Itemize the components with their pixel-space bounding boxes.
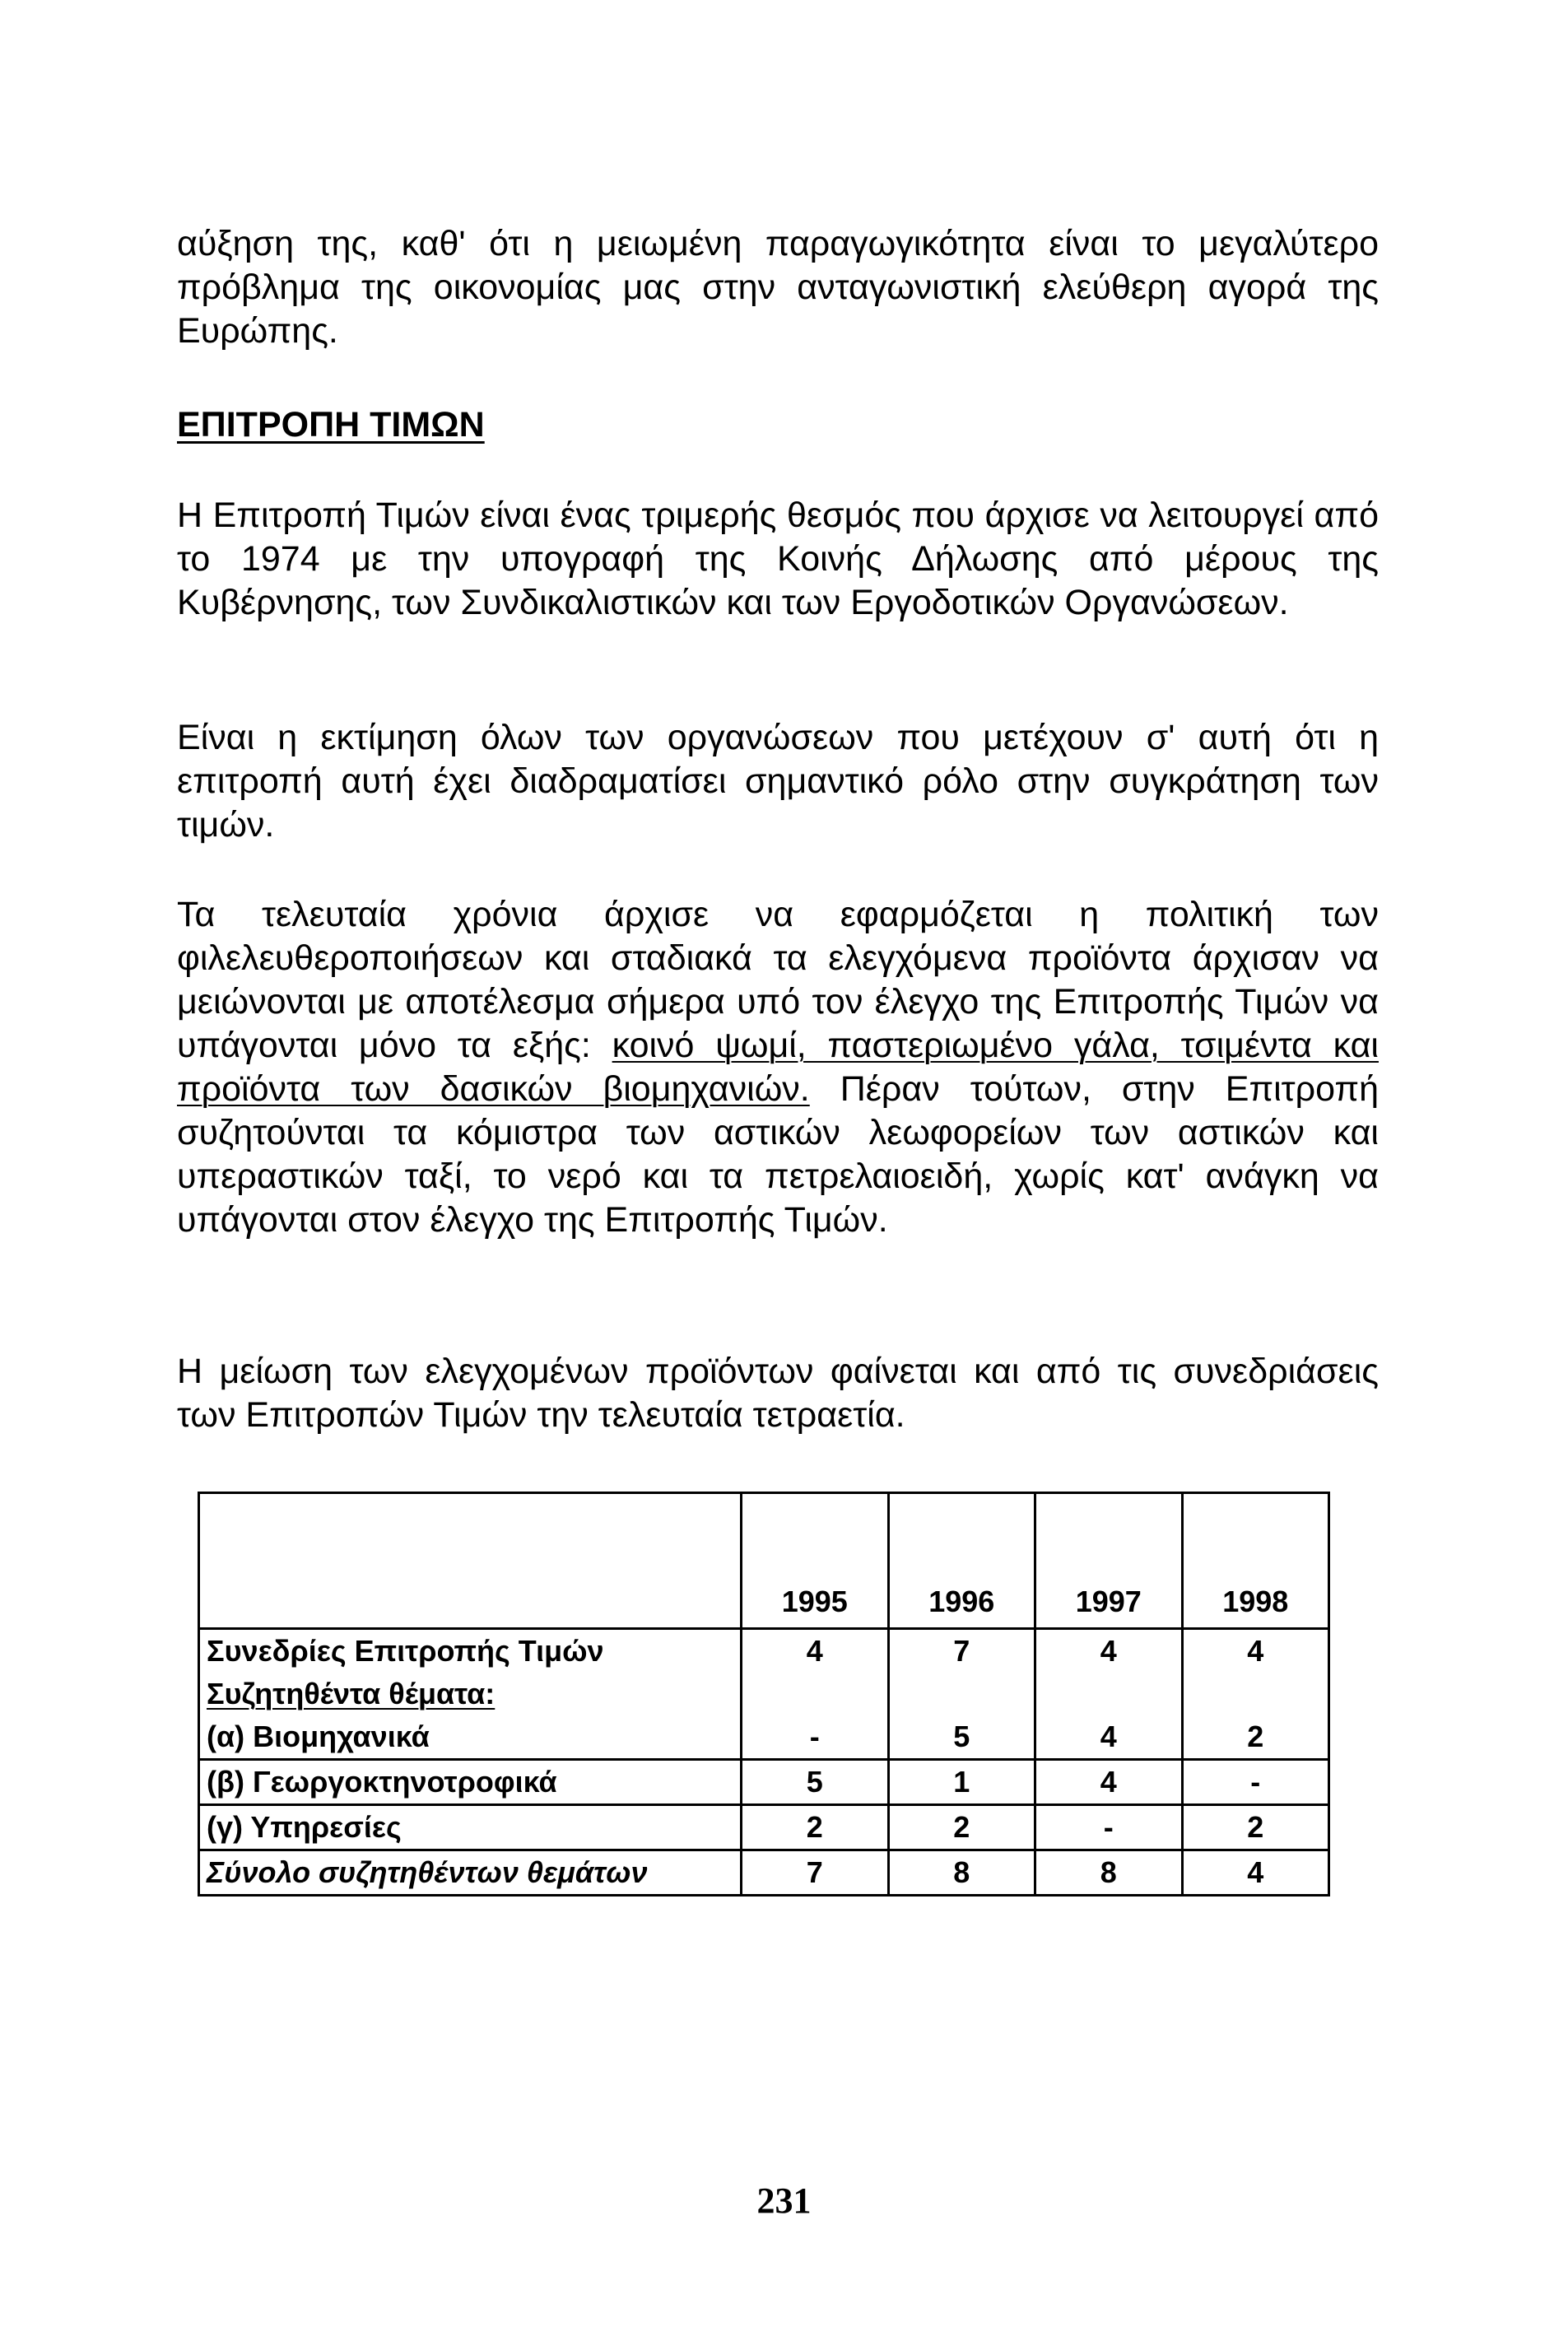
table-row	[199, 1629, 1329, 1673]
table-header-year: 1996	[888, 1493, 1035, 1629]
row-label: Σύνολο συζητηθέντων θεμάτων	[199, 1850, 742, 1896]
table-cell: 4	[1182, 1629, 1329, 1673]
table-cell: 7	[888, 1629, 1035, 1673]
table-cell: 5	[742, 1760, 889, 1805]
table-header-year: 1997	[1035, 1493, 1183, 1629]
table-cell: -	[742, 1715, 889, 1760]
table-cell	[1182, 1673, 1329, 1715]
row-label: Συνεδρίες Επιτροπής Τιμών	[199, 1629, 742, 1673]
table-cell	[1035, 1673, 1183, 1715]
table-cell: 8	[888, 1850, 1035, 1896]
paragraph-liberalisation-end: Πέραν τούτων, στην Επιτροπή συζητούνται τα κόμιστρα των αστικών λεωφορείων των αστικών και υπεραστικών ταξί, το νερό και τα πετρελαιοειδή, χωρίς κατ' ανάγκη να υπάγονται στον έλεγχο της Επιτροπής Τιμών.	[177, 1069, 1379, 1240]
paragraph-liberalisation-start: Τα τελευταία χρόνια άρχισε να εφαρμόζεται η πολιτική των φιλελευθεροποιήσεων και σταδιακά τα ελεγχόμενα προϊόντα άρχισαν να μειώνονται με αποτέλεσμα σήμερα υπό τον έλεγχο της Επιτροπής Τιμών να υπάγονται μόνο τα εξής:	[177, 895, 1379, 1065]
table-total-row	[199, 1850, 1329, 1896]
section-heading: ΕΠΙΤΡΟΠΗ ΤΙΜΩΝ	[177, 405, 485, 444]
row-label: (α) Βιομηχανικά	[199, 1715, 742, 1760]
table-row	[199, 1715, 1329, 1760]
row-label: (β) Γεωργοκτηνοτροφικά	[199, 1760, 742, 1805]
table-cell: 5	[888, 1715, 1035, 1760]
paragraph-committee-role: Είναι η εκτίμηση όλων των οργανώσεων που μετέχουν σ' αυτή ότι η επιτροπή αυτή έχει διαδραματίσει σημαντικό ρόλο στην συγκράτηση των τιμών.	[177, 718, 1379, 845]
row-label: (γ) Υπηρεσίες	[199, 1805, 742, 1850]
table-cell: -	[1182, 1760, 1329, 1805]
table-cell: 2	[888, 1805, 1035, 1850]
paragraph-productivity: αύξηση της, καθ' ότι η μειωμένη παραγωγικότητα είναι το μεγαλύτερο πρόβλημα της οικονομίας μας στην ανταγωνιστική ελεύθερη αγορά της Ευρώπης.	[177, 224, 1379, 351]
table-header-year: 1998	[1182, 1493, 1329, 1629]
table-cell: 4	[1182, 1850, 1329, 1896]
table-header-year: 1995	[742, 1493, 889, 1629]
table-row	[199, 1760, 1329, 1805]
table-cell: 2	[1182, 1715, 1329, 1760]
table-cell: 4	[1035, 1760, 1183, 1805]
table-header-row	[199, 1493, 1329, 1629]
table-cell	[742, 1673, 889, 1715]
table-cell: 8	[1035, 1850, 1183, 1896]
table-cell: 1	[888, 1760, 1035, 1805]
table-row	[199, 1673, 1329, 1715]
controlled-products-list: κοινό ψωμί, παστεριωμένο γάλα, τσιμέντα και προϊόντα των δασικών βιομηχανιών.	[177, 1026, 1379, 1109]
paragraph-reduction: Η μείωση των ελεγχομένων προϊόντων φαίνεται και από τις συνεδριάσεις των Επιτροπών Τιμών την τελευταία τετραετία.	[177, 1352, 1379, 1435]
table-header-empty	[199, 1493, 742, 1629]
table-cell: 7	[742, 1850, 889, 1896]
paragraph-committee-intro: Η Επιτροπή Τιμών είναι ένας τριμερής θεσμός που άρχισε να λειτουργεί από το 1974 με την υπογραφή της Κοινής Δήλωσης από μέρους της Κυβέρνησης, των Συνδικαλιστικών και των Εργοδοτικών Οργανώσεων.	[177, 496, 1379, 622]
paragraph-liberalisation	[177, 893, 1379, 1242]
table-cell: 2	[742, 1805, 889, 1850]
table-row	[199, 1805, 1329, 1850]
committee-sessions-table	[198, 1492, 1330, 1897]
table-cell	[888, 1673, 1035, 1715]
row-label: Συζητηθέντα θέματα:	[199, 1673, 742, 1715]
table-cell: 2	[1182, 1805, 1329, 1850]
table-cell: 4	[1035, 1629, 1183, 1673]
table-cell: -	[1035, 1805, 1183, 1850]
page-number: 231	[756, 2180, 812, 2221]
table-cell: 4	[1035, 1715, 1183, 1760]
table-cell: 4	[742, 1629, 889, 1673]
